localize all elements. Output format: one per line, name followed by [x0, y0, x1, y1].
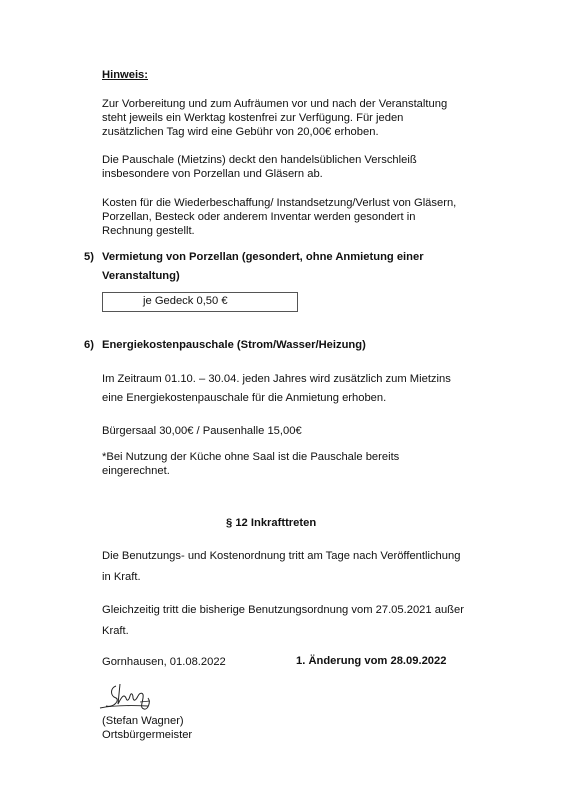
section-title: Vermietung von Porzellan (gesondert, ohne Anmietung einer — [102, 251, 424, 263]
signer-name: (Stefan Wagner) — [102, 715, 184, 727]
text-line: Kosten für die Wiederbeschaffung/ Instandsetzung/Verlust von Gläsern, — [102, 197, 457, 209]
text-line: Gleichzeitig tritt die bisherige Benutzungsordnung vom 27.05.2021 außer — [102, 604, 464, 616]
place-date: Gornhausen, 01.08.2022 — [102, 656, 226, 668]
text-line: insbesondere von Porzellan und Gläsern ab. — [102, 168, 323, 180]
text-line: in Kraft. — [102, 571, 141, 583]
amendment-note: 1. Änderung vom 28.09.2022 — [296, 655, 447, 667]
section-5-heading-cont: Veranstaltung) — [102, 270, 180, 282]
text-line: eine Energiekostenpauschale für die Anmietung erhoben. — [102, 392, 387, 404]
text-line: Rechnung gestellt. — [102, 225, 195, 237]
text-line: *Bei Nutzung der Küche ohne Saal ist die Pauschale bereits — [102, 451, 400, 463]
text-line: Die Benutzungs- und Kostenordnung tritt am Tage nach Veröffentlichung — [102, 550, 461, 562]
signer-title: Ortsbürgermeister — [102, 729, 193, 741]
price-box — [102, 292, 298, 312]
section-number: 5) — [84, 251, 94, 263]
section-title: Energiekostenpauschale (Strom/Wasser/Heizung) — [102, 339, 366, 351]
section-number: 6) — [84, 339, 94, 351]
text-line: Zur Vorbereitung und zum Aufräumen vor und nach der Veranstaltung — [102, 98, 448, 110]
signature-image — [96, 678, 158, 714]
text-line: Kraft. — [102, 625, 129, 637]
section-6-heading — [84, 339, 366, 351]
text-line: zusätzlichen Tag wird eine Gebühr von 20,00€ erhoben. — [102, 126, 379, 138]
price-box-text: je Gedeck 0,50 € — [143, 295, 228, 307]
text-line: Die Pauschale (Mietzins) deckt den handelsüblichen Verschleiß — [102, 154, 417, 166]
text-line: steht jeweils ein Werktag kostenfrei zur Verfügung. Für jeden — [102, 112, 404, 124]
note-title: Hinweis: — [102, 69, 149, 81]
energy-prices: Bürgersaal 30,00€ / Pausenhalle 15,00€ — [102, 425, 302, 437]
text-line: Porzellan, Besteck oder anderem Inventar werden gesondert in — [102, 211, 416, 223]
section-5-heading — [84, 251, 424, 263]
text-line: eingerechnet. — [102, 465, 170, 477]
text-line: Im Zeitraum 01.10. – 30.04. jeden Jahres wird zusätzlich zum Mietzins — [102, 373, 451, 385]
paragraph-12-title: § 12 Inkrafttreten — [226, 517, 317, 529]
